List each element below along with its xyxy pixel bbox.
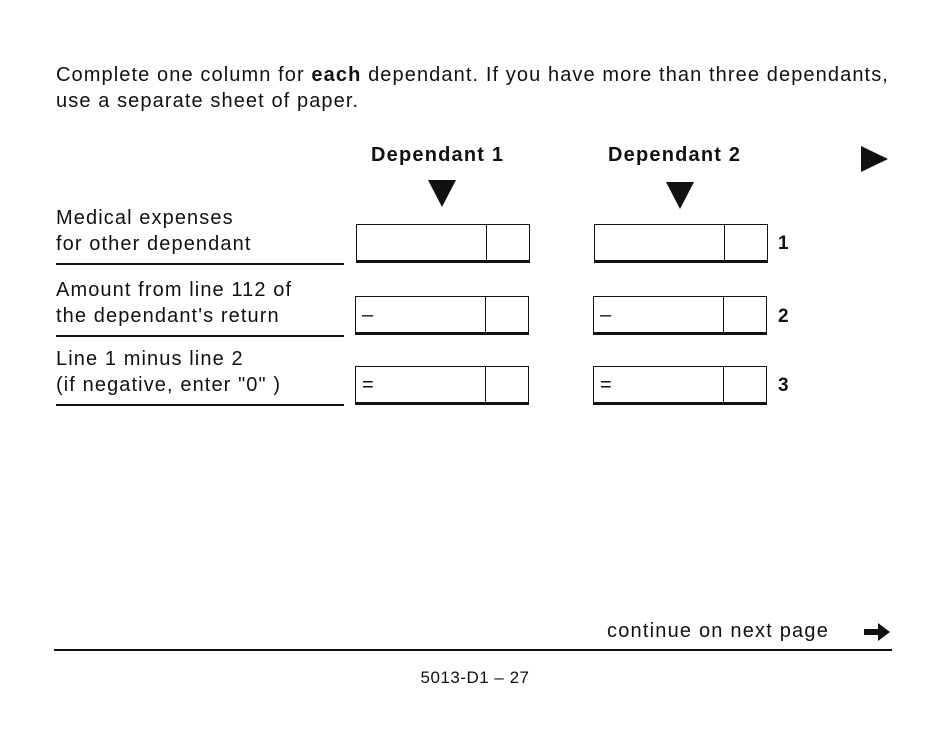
cents-input[interactable] [724,297,766,332]
dependant-2-line-1-field[interactable] [594,224,768,263]
minus-sign: – [362,304,374,326]
row-label-amount-line-112 [56,277,344,329]
row-label-medical-expenses [56,205,344,257]
footer-divider [54,649,892,651]
dollars-input[interactable] [357,225,487,260]
row-underline [56,263,344,265]
row-label-line: Amount from line 112 of [56,279,293,301]
dependant-1-line-1-field[interactable] [356,224,530,263]
row-label-line: for other dependant [56,233,252,255]
dollars-input[interactable] [595,225,725,260]
dollars-input[interactable] [356,297,486,332]
continue-next-page-text: continue on next page [607,620,830,642]
dollars-input[interactable] [594,297,724,332]
row-label-line-1-minus-line-2 [56,346,344,398]
cents-input[interactable] [486,367,528,402]
cents-input[interactable] [725,225,767,260]
column-heading-dependant-1: Dependant 1 [371,144,505,166]
cents-input[interactable] [487,225,529,260]
row-label-line: Medical expenses [56,207,234,229]
column-heading-dependant-2: Dependant 2 [608,144,742,166]
row-label-line: Line 1 minus line 2 [56,348,244,370]
page-number: 5013-D1 – 27 [420,668,530,687]
down-triangle-icon [666,182,694,209]
instructions-text-emphasis: each [311,64,362,86]
right-arrow-icon [862,621,892,643]
dependant-1-line-2-field[interactable] [355,296,529,335]
dependant-2-line-3-field[interactable] [593,366,767,405]
cents-input[interactable] [724,367,766,402]
row-underline [56,335,344,337]
equals-sign: = [362,374,374,396]
line-number: 1 [778,233,789,254]
down-triangle-icon [428,180,456,207]
line-number: 3 [778,375,789,396]
instructions-text-start: Complete one column for [56,64,312,86]
right-triangle-icon [861,146,888,172]
dependant-2-line-2-field[interactable] [593,296,767,335]
row-underline [56,404,344,406]
line-number: 2 [778,306,789,327]
dollars-input[interactable] [594,367,724,402]
minus-sign: – [600,304,612,326]
instructions-text-end: dependant. If you have more than three dependants, use a separate sheet of paper. [56,64,889,112]
row-label-line: the dependant's return [56,305,280,327]
dollars-input[interactable] [356,367,486,402]
dependant-1-line-3-field[interactable] [355,366,529,405]
instructions-text [56,62,896,114]
cents-input[interactable] [486,297,528,332]
row-label-line: (if negative, enter "0" ) [56,374,282,396]
equals-sign: = [600,374,612,396]
